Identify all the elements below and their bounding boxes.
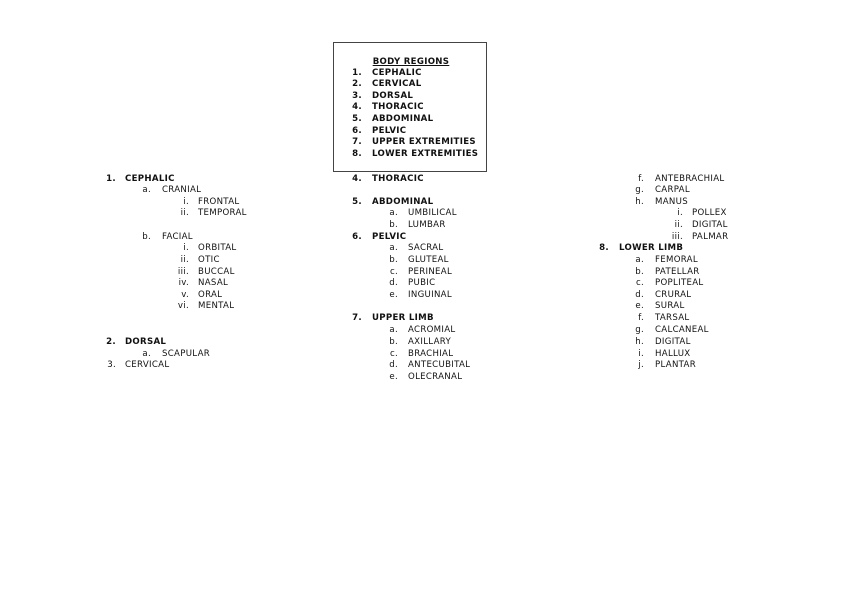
list-item: BRACHIAL <box>408 349 454 359</box>
list-item: SACRAL <box>408 243 444 253</box>
list-item: ORAL <box>198 290 223 300</box>
list-item: PLANTAR <box>655 360 697 370</box>
box-item-label: CEPHALIC <box>372 68 422 78</box>
list-item: ORBITAL <box>198 243 237 253</box>
list-item: TARSAL <box>655 313 690 323</box>
box-item-number: 4. <box>352 102 362 112</box>
list-item: MANUS <box>655 197 688 207</box>
subregion-letter: d. <box>635 290 644 300</box>
region-number: 8. <box>599 243 609 253</box>
subregion-letter: a. <box>635 255 644 265</box>
subregion-letter: e. <box>389 372 398 382</box>
box-item-label: DORSAL <box>372 91 414 101</box>
subregion-letter: g. <box>635 325 644 335</box>
list-item: POLLEX <box>692 208 727 218</box>
region-pelvic: PELVIC <box>372 232 407 242</box>
list-item: TEMPORAL <box>198 208 247 218</box>
subregion-letter: f. <box>638 174 644 184</box>
subregion-letter: h. <box>635 337 644 347</box>
list-item: DIGITAL <box>692 220 728 230</box>
list-item: AXILLARY <box>408 337 452 347</box>
item-numeral: i. <box>183 197 189 207</box>
box-item-number: 8. <box>352 149 362 159</box>
subregion-letter: a. <box>389 243 398 253</box>
subregion-letter: c. <box>635 278 644 288</box>
list-item: MENTAL <box>198 301 235 311</box>
list-item: NASAL <box>198 278 229 288</box>
list-item: CARPAL <box>655 185 690 195</box>
item-numeral: vi. <box>177 301 189 311</box>
item-numeral: ii. <box>180 208 189 218</box>
region-number: 4. <box>352 174 362 184</box>
region-upper-limb: UPPER LIMB <box>372 313 434 323</box>
subregion-letter: b. <box>389 255 398 265</box>
box-title: BODY REGIONS <box>372 57 450 67</box>
item-numeral: iii. <box>177 267 189 277</box>
list-item: LUMBAR <box>408 220 446 230</box>
subregion-facial: FACIAL <box>162 232 193 242</box>
list-item: INGUINAL <box>408 290 452 300</box>
subregion-letter: b. <box>142 232 151 242</box>
subregion-letter: g. <box>635 185 644 195</box>
item-numeral: i. <box>677 208 683 218</box>
region-number: 7. <box>352 313 362 323</box>
subregion-letter: a. <box>142 349 151 359</box>
list-item: CALCANEAL <box>655 325 709 335</box>
item-numeral: iii. <box>671 232 683 242</box>
list-item: PATELLAR <box>655 267 700 277</box>
region-number: 1. <box>106 174 116 184</box>
list-item: HALLUX <box>655 349 691 359</box>
subregion-scapular: SCAPULAR <box>162 349 211 359</box>
list-item: PERINEAL <box>408 267 453 277</box>
region-number: 5. <box>352 197 362 207</box>
item-numeral: ii. <box>674 220 683 230</box>
subregion-letter: b. <box>389 220 398 230</box>
subregion-letter: a. <box>389 325 398 335</box>
list-item: SURAL <box>655 301 685 311</box>
box-item-number: 6. <box>352 126 362 136</box>
item-numeral: v. <box>181 290 189 300</box>
subregion-letter: e. <box>635 301 644 311</box>
box-item-label: ABDOMINAL <box>372 114 434 124</box>
subregion-letter: b. <box>635 267 644 277</box>
list-item: UMBILICAL <box>408 208 457 218</box>
list-item: PUBIC <box>408 278 436 288</box>
subregion-letter: f. <box>638 313 644 323</box>
box-item-number: 7. <box>352 137 362 147</box>
item-numeral: iv. <box>178 278 189 288</box>
subregion-letter: j. <box>638 360 644 370</box>
item-numeral: i. <box>183 243 189 253</box>
list-item: BUCCAL <box>198 267 235 277</box>
subregion-letter: c. <box>389 349 398 359</box>
list-item: FEMORAL <box>655 255 698 265</box>
item-numeral: ii. <box>180 255 189 265</box>
list-item: CRURAL <box>655 290 692 300</box>
list-item: OTIC <box>198 255 220 265</box>
box-item-number: 1. <box>352 68 362 78</box>
list-item: ANTEBRACHIAL <box>655 174 725 184</box>
region-thoracic: THORACIC <box>372 174 424 184</box>
subregion-cranial: CRANIAL <box>162 185 202 195</box>
region-dorsal: DORSAL <box>125 337 167 347</box>
subregion-letter: e. <box>389 290 398 300</box>
region-cervical: CERVICAL <box>125 360 170 370</box>
box-item-label: UPPER EXTREMITIES <box>372 137 476 147</box>
region-lower-limb: LOWER LIMB <box>619 243 684 253</box>
subregion-letter: a. <box>142 185 151 195</box>
list-item: FRONTAL <box>198 197 240 207</box>
list-item: GLUTEAL <box>408 255 449 265</box>
subregion-letter: a. <box>389 208 398 218</box>
subregion-letter: d. <box>389 360 398 370</box>
region-number: 2. <box>106 337 116 347</box>
region-cephalic: CEPHALIC <box>125 174 175 184</box>
list-item: POPLITEAL <box>655 278 704 288</box>
subregion-letter: c. <box>389 267 398 277</box>
box-item-label: THORACIC <box>372 102 424 112</box>
subregion-letter: b. <box>389 337 398 347</box>
list-item: DIGITAL <box>655 337 691 347</box>
box-item-label: CERVICAL <box>372 79 422 89</box>
box-item-label: LOWER EXTREMITIES <box>372 149 479 159</box>
box-item-number: 2. <box>352 79 362 89</box>
list-item: ACROMIAL <box>408 325 456 335</box>
subregion-letter: h. <box>635 197 644 207</box>
box-item-number: 3. <box>352 91 362 101</box>
list-item: PALMAR <box>692 232 729 242</box>
region-abdominal: ABDOMINAL <box>372 197 434 207</box>
box-item-number: 5. <box>352 114 362 124</box>
subregion-letter: d. <box>389 278 398 288</box>
list-item: ANTECUBITAL <box>408 360 471 370</box>
list-item: OLECRANAL <box>408 372 463 382</box>
subregion-letter: i. <box>638 349 644 359</box>
box-item-label: PELVIC <box>372 126 407 136</box>
region-number: 3. <box>107 360 116 370</box>
region-number: 6. <box>352 232 362 242</box>
